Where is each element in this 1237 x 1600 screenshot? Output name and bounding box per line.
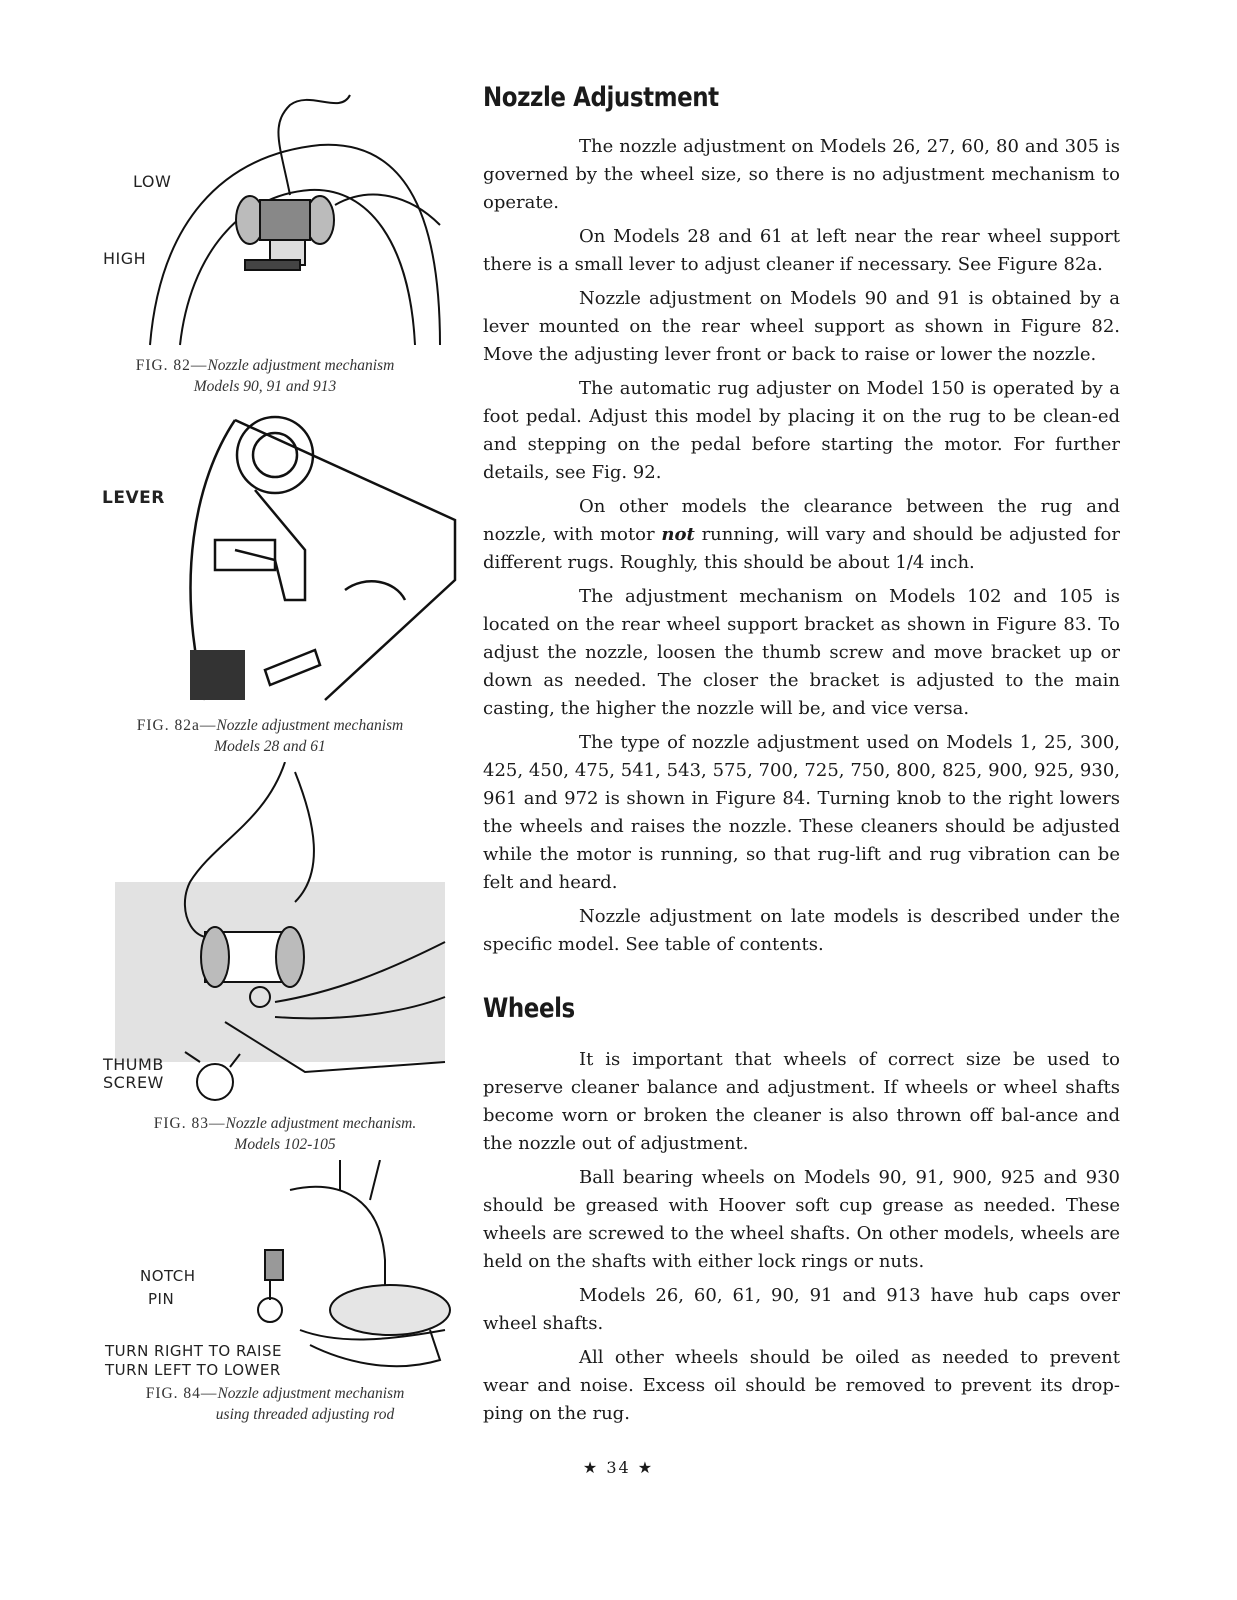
emphasis-text: not bbox=[661, 524, 695, 545]
caption-description: Nozzle adjustment mechanism. bbox=[225, 1115, 417, 1132]
paragraph: Ball bearing wheels on Models 90, 91, 900, 925 and 930 should be greased with Hoover soft cup grease as needed. These wheels are screwed to the wheel shafts. On other models, wheels are held on the shafts with either lock rings or nuts. bbox=[483, 1167, 1120, 1272]
label-thumb: THUMB bbox=[103, 1055, 164, 1074]
label-pin: PIN bbox=[148, 1290, 175, 1308]
caption-description: Nozzle adjustment mechanism bbox=[207, 357, 395, 374]
paragraph: On Models 28 and 61 at left near the rear wheel support there is a small lever to adjust cleaner if necessary. See Figure 82a. bbox=[483, 226, 1120, 275]
main-text-column bbox=[483, 82, 1120, 1428]
caption-description: Nozzle adjustment mechanism bbox=[216, 717, 404, 734]
figure-82a-caption bbox=[95, 715, 445, 757]
paragraph: Nozzle adjustment on Models 90 and 91 is obtained by a lever mounted on the rear wheel support as shown in Figure 82. Move the adjusting lever front or back to raise or lower the nozzle. bbox=[483, 288, 1120, 365]
caption-models: Models 102-105 bbox=[234, 1136, 336, 1153]
caption-models: Models 28 and 61 bbox=[214, 738, 326, 755]
caption-number: FIG. 84— bbox=[145, 1385, 218, 1402]
figure-83-illustration bbox=[115, 762, 450, 1107]
section-title-nozzle-adjustment: Nozzle Adjustment bbox=[483, 82, 719, 113]
caption-models: Models 90, 91 and 913 bbox=[193, 378, 337, 395]
figure-82-caption bbox=[95, 355, 435, 397]
figure-84-caption bbox=[100, 1383, 450, 1425]
page-number: ★ 34 ★ bbox=[582, 1458, 655, 1477]
paragraph: The adjustment mechanism on Models 102 and 105 is located on the rear wheel support bracket as shown in Figure 83. To adjust the nozzle, loosen the thumb screw and move bracket up or down as needed. The closer the bracket is adjusted to the main casting, the higher the nozzle will be, and vice versa. bbox=[483, 586, 1120, 719]
caption-number: FIG. 82— bbox=[135, 357, 208, 374]
caption-description: Nozzle adjustment mechanism bbox=[217, 1385, 405, 1402]
caption-line2: using threaded adjusting rod bbox=[215, 1406, 395, 1423]
label-turn-right: TURN RIGHT TO RAISE bbox=[105, 1342, 282, 1360]
caption-number: FIG. 82a— bbox=[136, 717, 217, 734]
label-high: HIGH bbox=[103, 249, 147, 268]
label-low: LOW bbox=[133, 172, 172, 191]
paragraph-text: running, will vary and should be adjusted for different rugs. Roughly, this should be about 1/4 inch. bbox=[483, 524, 1120, 573]
caption-number: FIG. 83— bbox=[153, 1115, 226, 1132]
paragraph: All other wheels should be oiled as needed to prevent wear and noise. Excess oil should be removed to prevent its drop-ping on the rug. bbox=[483, 1347, 1120, 1424]
paragraph: The type of nozzle adjustment used on Models 1, 25, 300, 425, 450, 475, 541, 543, 575, 700, 725, 750, 800, 825, 900, 925, 930, 961 and 972 is shown in Figure 84. Turning knob to the right lowers the wheels and raises the nozzle. These cleaners should be adjusted while the motor is running, so that rug-lift and rug vibration can be felt and heard. bbox=[483, 732, 1120, 893]
figure-83-caption bbox=[100, 1113, 470, 1155]
label-screw: SCREW bbox=[103, 1073, 164, 1092]
label-turn-left: TURN LEFT TO LOWER bbox=[105, 1361, 281, 1379]
paragraph: It is important that wheels of correct size be used to preserve cleaner balance and adjustment. If wheels or wheel shafts become worn or broken the cleaner is also thrown off bal-ance and the nozzle out of adjustment. bbox=[483, 1049, 1120, 1154]
paragraph: The automatic rug adjuster on Model 150 is operated by a foot pedal. Adjust this model by placing it on the rug to be clean-ed and stepping on the pedal before starting the motor. For further details, see Fig. 92. bbox=[483, 378, 1120, 483]
figure-82a-illustration bbox=[175, 400, 460, 705]
label-notch: NOTCH bbox=[140, 1267, 196, 1285]
paragraph-text: On other models the clearance between the rug and nozzle, with motor bbox=[483, 496, 1120, 545]
figure-82-illustration bbox=[140, 85, 460, 350]
section-title-wheels: Wheels bbox=[483, 993, 575, 1024]
paragraph: Nozzle adjustment on late models is described under the specific model. See table of contents. bbox=[483, 906, 1120, 955]
paragraph: Models 26, 60, 61, 90, 91 and 913 have hub caps over wheel shafts. bbox=[483, 1285, 1120, 1334]
paragraph: The nozzle adjustment on Models 26, 27, 60, 80 and 305 is governed by the wheel size, so there is no adjustment mechanism to operate. bbox=[483, 136, 1120, 213]
paragraph-with-emphasis bbox=[483, 493, 1120, 577]
label-lever: LEVER bbox=[102, 488, 165, 508]
